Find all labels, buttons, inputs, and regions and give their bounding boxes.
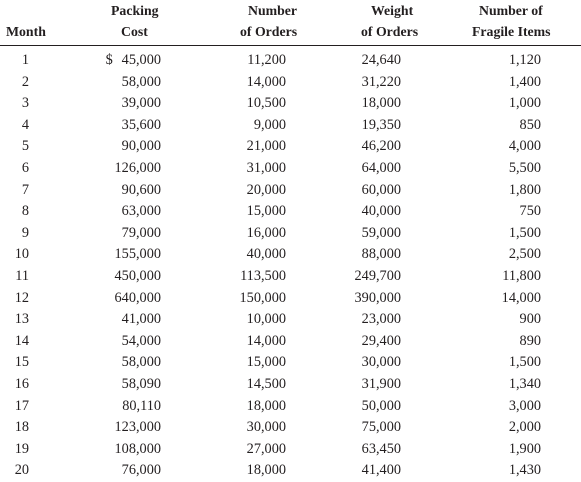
month-cell: 9 <box>21 224 29 241</box>
number-of-orders-cell: 18,000 <box>246 462 286 479</box>
month-cell: 6 <box>21 159 29 176</box>
fragile-items-cell: 1,800 <box>508 181 541 198</box>
number-of-orders-cell: 14,000 <box>246 332 286 349</box>
header-number-of-orders-line-1: Number <box>248 3 298 18</box>
fragile-items-cell: 1,400 <box>508 73 541 90</box>
weight-of-orders-cell: 50,000 <box>361 397 401 414</box>
number-of-orders-cell: 27,000 <box>246 440 286 457</box>
table-row <box>0 374 581 396</box>
fragile-items-cell: 890 <box>519 332 541 349</box>
month-cell: 14 <box>14 332 29 349</box>
fragile-items-cell: 1,430 <box>508 462 541 479</box>
table-row <box>0 93 581 115</box>
table-row <box>0 309 581 331</box>
month-cell: 5 <box>21 138 29 155</box>
month-cell: 4 <box>21 116 29 133</box>
number-of-orders-cell: 11,200 <box>247 52 286 68</box>
weight-of-orders-cell: 31,220 <box>361 73 401 90</box>
table-row <box>0 331 581 353</box>
weight-of-orders-cell: 40,000 <box>361 203 401 220</box>
packing-cost-cell: 41,000 <box>121 311 161 328</box>
month-cell: 17 <box>14 397 29 414</box>
packing-cost-cell: 108,000 <box>114 440 161 457</box>
weight-of-orders-cell: 59,000 <box>361 224 401 241</box>
fragile-items-cell: 1,900 <box>508 440 541 457</box>
header-fragile-items <box>431 0 581 46</box>
month-cell: 7 <box>21 181 29 198</box>
month-cell: 11 <box>15 267 29 284</box>
table-row <box>0 288 581 310</box>
header-number-of-orders <box>174 0 302 46</box>
table-row <box>0 244 581 266</box>
number-of-orders-cell: 15,000 <box>246 354 286 371</box>
fragile-items-cell: 14,000 <box>501 289 541 306</box>
packing-cost-cell: 79,000 <box>121 224 161 241</box>
table-body <box>0 46 581 482</box>
month-cell: 20 <box>14 462 29 479</box>
header-packing-cost-line-2: Cost <box>121 24 148 39</box>
fragile-items-cell: 2,500 <box>508 246 541 263</box>
weight-of-orders-cell: 46,200 <box>361 138 401 155</box>
month-cell: 18 <box>14 419 29 436</box>
weight-of-orders-cell: 41,400 <box>361 462 401 479</box>
header-weight-of-orders-line-1: Weight <box>371 3 414 18</box>
packing-cost-cell: 35,600 <box>121 116 161 133</box>
packing-cost-cell: 58,090 <box>121 375 161 392</box>
fragile-items-cell: 1,500 <box>508 354 541 371</box>
header-weight-of-orders <box>302 0 431 46</box>
month-cell: 13 <box>14 311 29 328</box>
fragile-items-cell: 850 <box>519 116 541 133</box>
header-fragile-items-line-2: Fragile Items <box>472 24 551 39</box>
table-row <box>0 46 581 72</box>
number-of-orders-cell: 10,000 <box>246 311 286 328</box>
month-cell: 2 <box>21 73 29 90</box>
header-number-of-orders-line-2: of Orders <box>240 24 298 39</box>
number-of-orders-cell: 40,000 <box>246 246 286 263</box>
number-of-orders-cell: 16,000 <box>246 224 286 241</box>
table-row <box>0 352 581 374</box>
month-cell: 16 <box>14 375 29 392</box>
packing-cost-cell: 155,000 <box>114 246 161 263</box>
table-row <box>0 201 581 223</box>
weight-of-orders-cell: 18,000 <box>361 95 401 112</box>
packing-cost-cell: 63,000 <box>121 203 161 220</box>
weight-of-orders-cell: 24,640 <box>361 52 401 68</box>
table-row <box>0 115 581 137</box>
fragile-items-cell: 1,120 <box>508 52 541 68</box>
fragile-items-cell: 4,000 <box>508 138 541 155</box>
table-row <box>0 180 581 202</box>
packing-cost-cell: 39,000 <box>121 95 161 112</box>
number-of-orders-cell: 9,000 <box>253 116 286 133</box>
table-row <box>0 266 581 288</box>
header-weight-of-orders-line-2: of Orders <box>361 24 419 39</box>
weight-of-orders-cell: 19,350 <box>361 116 401 133</box>
packing-cost-cell: 640,000 <box>114 289 161 306</box>
weight-of-orders-cell: 23,000 <box>361 311 401 328</box>
table-row <box>0 417 581 439</box>
fragile-items-cell: 3,000 <box>508 397 541 414</box>
weight-of-orders-cell: 88,000 <box>361 246 401 263</box>
packing-cost-cell: 58,000 <box>121 73 161 90</box>
month-cell: 10 <box>14 246 29 263</box>
fragile-items-cell: 11,800 <box>502 267 541 284</box>
header-month-line-1: Month <box>6 24 46 39</box>
month-cell: 1 <box>21 52 29 68</box>
number-of-orders-cell: 21,000 <box>246 138 286 155</box>
number-of-orders-cell: 150,000 <box>239 289 286 306</box>
number-of-orders-cell: 14,500 <box>246 375 286 392</box>
table-row <box>0 158 581 180</box>
weight-of-orders-cell: 249,700 <box>354 267 401 284</box>
header-packing-cost <box>62 0 174 46</box>
fragile-items-cell: 2,000 <box>508 419 541 436</box>
weight-of-orders-cell: 75,000 <box>361 419 401 436</box>
currency-symbol: $ <box>105 52 113 68</box>
weight-of-orders-cell: 31,900 <box>361 375 401 392</box>
month-cell: 15 <box>14 354 29 371</box>
packing-cost-cell: 90,000 <box>121 138 161 155</box>
weight-of-orders-cell: 30,000 <box>361 354 401 371</box>
packing-cost-cell: 123,000 <box>114 419 161 436</box>
packing-cost-cell: 126,000 <box>114 159 161 176</box>
weight-of-orders-cell: 390,000 <box>354 289 401 306</box>
number-of-orders-cell: 20,000 <box>246 181 286 198</box>
packing-cost-cell: 450,000 <box>114 267 161 284</box>
number-of-orders-cell: 14,000 <box>246 73 286 90</box>
weight-of-orders-cell: 64,000 <box>361 159 401 176</box>
fragile-items-cell: 900 <box>519 311 541 328</box>
number-of-orders-cell: 10,500 <box>246 95 286 112</box>
header-month <box>0 0 62 46</box>
number-of-orders-cell: 113,500 <box>240 267 286 284</box>
packing-cost-cell: 90,600 <box>121 181 161 198</box>
table-row <box>0 223 581 245</box>
weight-of-orders-cell: 29,400 <box>361 332 401 349</box>
month-cell: 12 <box>14 289 29 306</box>
weight-of-orders-cell: 60,000 <box>361 181 401 198</box>
month-cell: 3 <box>21 95 29 112</box>
fragile-items-cell: 750 <box>519 203 541 220</box>
packing-cost-cell: 80,110 <box>122 397 161 414</box>
table-header-row <box>0 0 581 46</box>
fragile-items-cell: 5,500 <box>508 159 541 176</box>
packing-cost-cell: 76,000 <box>121 462 161 479</box>
number-of-orders-cell: 31,000 <box>246 159 286 176</box>
packing-cost-cell: 58,000 <box>121 354 161 371</box>
packing-cost-cell <box>62 46 174 72</box>
fragile-items-cell: 1,500 <box>508 224 541 241</box>
month-cell: 19 <box>14 440 29 457</box>
number-of-orders-cell: 30,000 <box>246 419 286 436</box>
fragile-items-cell: 1,340 <box>508 375 541 392</box>
number-of-orders-cell: 15,000 <box>246 203 286 220</box>
table-row <box>0 439 581 461</box>
header-fragile-items-line-1: Number of <box>479 3 543 18</box>
month-cell: 8 <box>21 203 29 220</box>
table-row <box>0 72 581 94</box>
weight-of-orders-cell: 63,450 <box>361 440 401 457</box>
packing-cost-value: 45,000 <box>121 52 161 68</box>
header-packing-cost-line-1: Packing <box>111 3 159 18</box>
fragile-items-cell: 1,000 <box>508 95 541 112</box>
number-of-orders-cell: 18,000 <box>246 397 286 414</box>
table-row <box>0 396 581 418</box>
packing-cost-cell: 54,000 <box>121 332 161 349</box>
table-row <box>0 136 581 158</box>
